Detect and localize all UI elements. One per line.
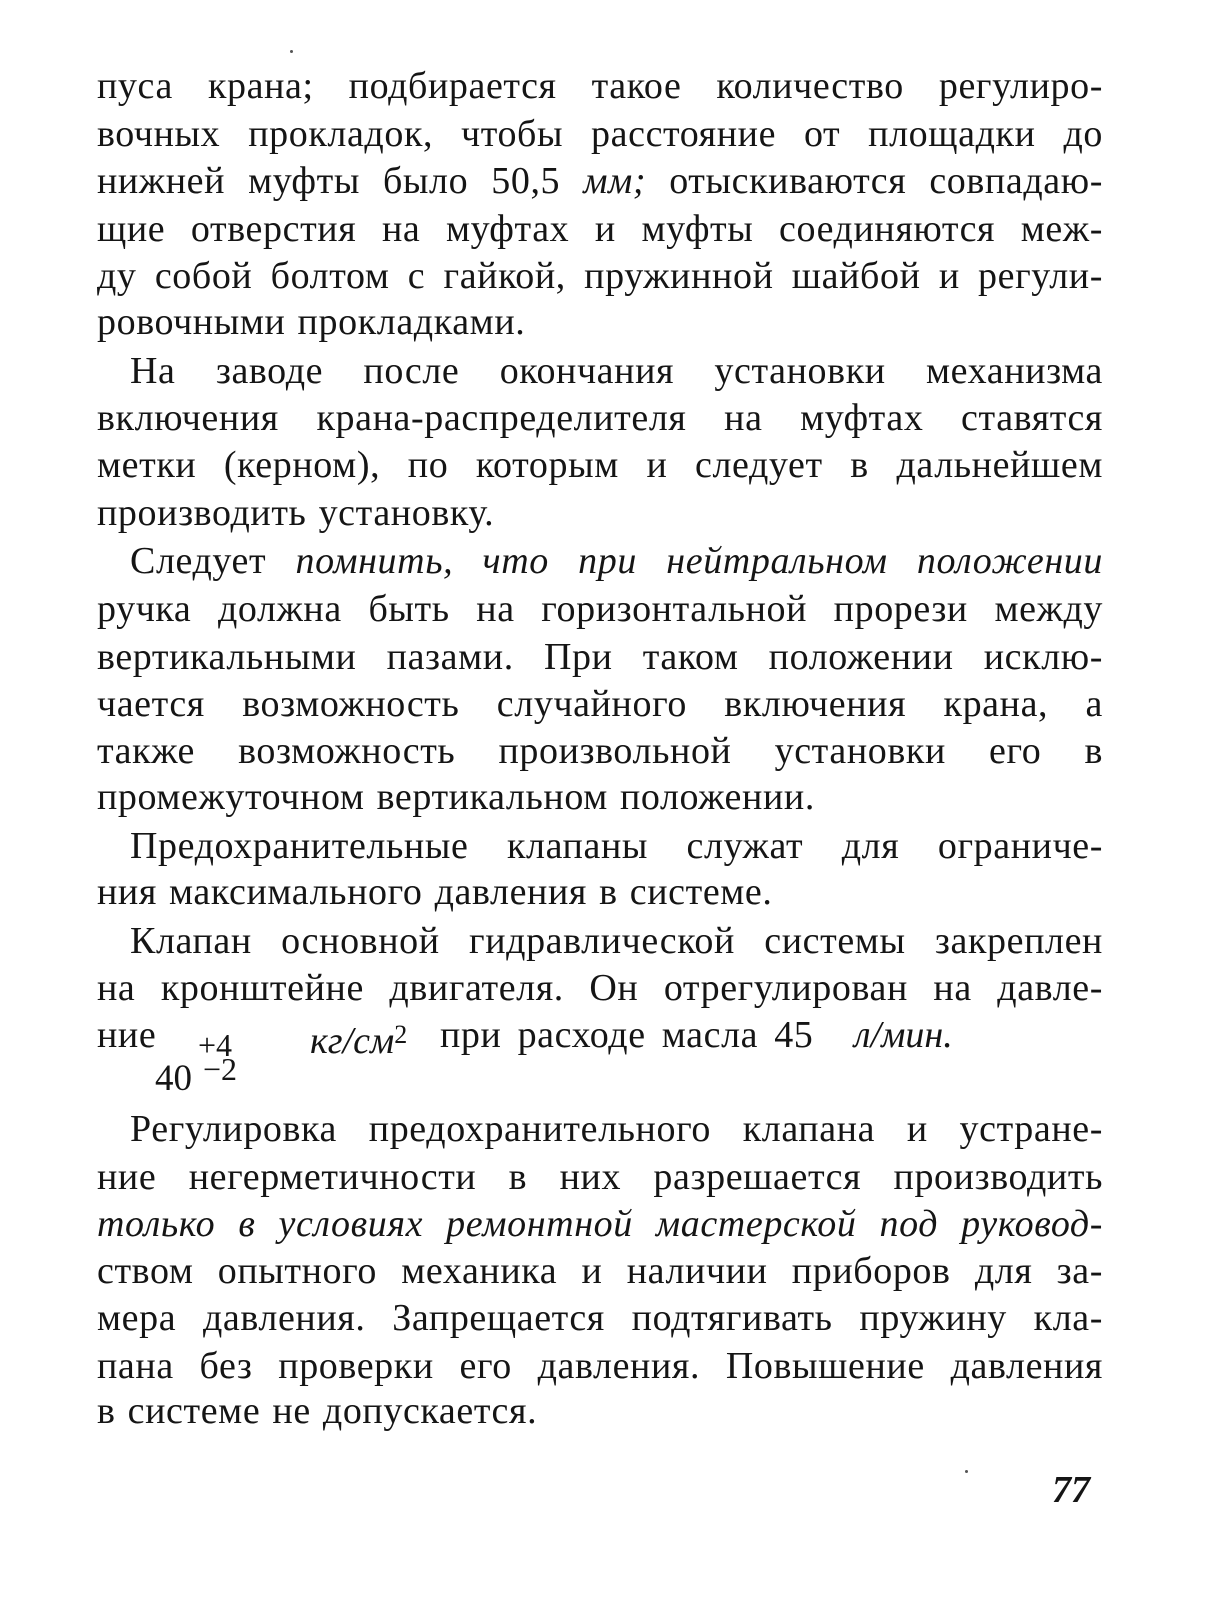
text-line: ние негерметичности в них разрешается производить [97, 1156, 1103, 1198]
text-line: метки (керном), по которым и следует в дальнейшем [97, 444, 1103, 486]
text-run: при расходе масла 45 [440, 1014, 814, 1056]
text-line: включения крана-распределителя на муфтах ставятся [97, 397, 1103, 439]
text-run: Следует [130, 540, 267, 582]
text-line: вочных прокладок, чтобы расстояние от площадки до [97, 113, 1103, 155]
text-line [97, 157, 1103, 205]
scan-speck [965, 1470, 968, 1473]
unit-exponent: 2 [394, 1020, 408, 1049]
page-number: 77 [1052, 1469, 1090, 1511]
text-line: на кронштейне двигателя. Он отрегулирован на давле- [97, 967, 1103, 1009]
text-line: вертикальными пазами. При таком положении исклю- [97, 636, 1103, 678]
text-line: пуса крана; подбирается такое количество регулиро- [97, 65, 1103, 107]
text-line: ровочными прокладками. [97, 301, 526, 343]
text-line: также возможность произвольной установки его в [97, 730, 1103, 772]
pressure-value: 40 [155, 1058, 192, 1099]
text-line: На заводе после окончания установки механизма [130, 350, 1103, 392]
text-run: ние [97, 1014, 157, 1056]
text-line: пана без проверки его давления. Повышение давления [97, 1345, 1103, 1387]
text-run: отыскиваются совпадаю- [669, 160, 1103, 202]
italic-run: помнить, что при нейтральном положении [295, 540, 1103, 582]
text-line: промежуточном вертикальном положении. [97, 776, 815, 818]
flow-unit: л/мин. [854, 1014, 953, 1056]
text-line: Предохранительные клапаны служат для ограниче- [130, 825, 1103, 867]
unit-text: кг/см [310, 1020, 395, 1062]
text-line: производить установку. [97, 492, 495, 534]
tolerance-plus: +4 [198, 1027, 233, 1063]
unit-mm: мм; [583, 160, 647, 202]
text-line: мера давления. Запрещается подтягивать пружину кла- [97, 1297, 1103, 1339]
text-line: ством опытного механика и наличии приборов для за- [97, 1250, 1103, 1292]
scan-speck [290, 50, 293, 53]
text-line: Регулировка предохранительного клапана и устране- [130, 1108, 1103, 1150]
text-line: Клапан основной гидравлической системы закреплен [130, 920, 1103, 962]
text-line: только в условиях ремонтной мастерской под руковод- [97, 1203, 1103, 1245]
text-line: ду собой болтом с гайкой, пружинной шайбой и регули- [97, 255, 1103, 297]
text-line: ручка должна быть на горизонтальной прорези между [97, 588, 1103, 630]
text-line: щие отверстия на муфтах и муфты соединяются меж- [97, 208, 1103, 250]
pressure-unit [310, 1011, 407, 1065]
tolerance-minus: −2 [203, 1051, 238, 1087]
text-line [130, 537, 1103, 585]
text-line: в системе не допускается. [97, 1390, 538, 1432]
text-line: чается возможность случайного включения крана, а [97, 683, 1103, 725]
text-run: нижней муфты было 50,5 [97, 160, 561, 202]
text-line: ния максимального давления в системе. [97, 871, 773, 913]
